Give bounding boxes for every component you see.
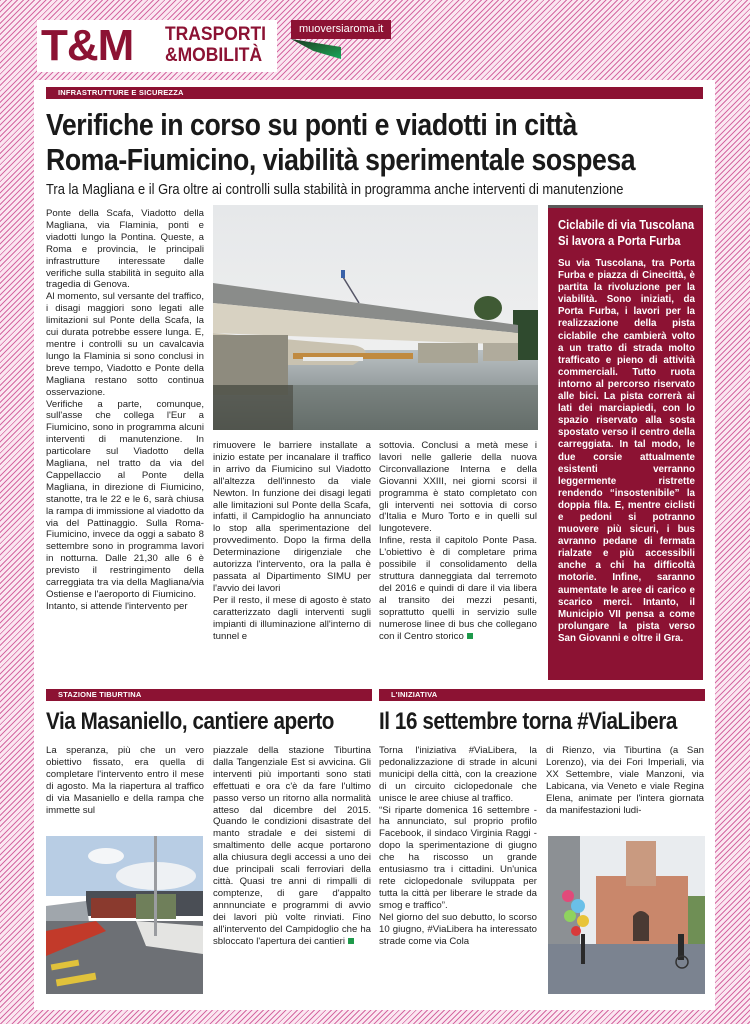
paragraph: Nel giorno del suo debutto, lo scorso 10 giugno, #ViaLibera ha interessato strade come via Cola: [379, 911, 537, 947]
end-of-article-icon: [467, 633, 473, 639]
publication-logo[interactable]: [37, 20, 277, 72]
tiburtina-column-2: [213, 745, 371, 947]
vialibera-column-1: [379, 745, 537, 947]
main-headline: [46, 107, 635, 177]
porta-pia-photo-image: [548, 836, 705, 994]
sidebar-box-tuscolana: [548, 205, 703, 680]
section-label-iniziativa: L'INIZIATIVA: [379, 689, 705, 701]
main-article-column-3: [379, 440, 537, 642]
paragraph: Al momento, sul versante del traffico, i disagi maggiori sono legati alle limitazioni sul Ponte della Scafa, la cui durata potrebbe essere lunga. E, mentre i controlli su un cavalcavia lungo la Flaminia si sono conclusi in breve tempo, Viadotto e Ponte della Magliana restano sotto continua osservazione.: [46, 291, 204, 398]
paragraph: rimuovere le barriere installate a inizio estate per incanalare il traffico in arrivo da Fiumicino sul Viadotto all'altezza dell'innesto da viale Newton. In funzione dei disagi legati alle limitazioni sul Ponte della Scafa, infatti, il Campidoglio ha annunciato lo stop alla sperimentazione del provvedimento. Dopo la firma della Determinazione dirigenziale che autorizza l'intervento, ora la palla è passata al Dipartimento SIMU per l'avvio dei lavori: [213, 440, 371, 594]
website-link[interactable]: muoversiaroma.it: [291, 20, 391, 39]
paragraph: Infine, resta il capitolo Ponte Pasa. L'obiettivo è di completare prima possibile il consolidamento della struttura danneggiata dal terremoto del 2016 e quindi di dare il via libera al transito dei mezzi pesanti, soprattutto quelli in servizio sulle numerose linee di bus che collegano con il Centro storico: [379, 535, 537, 642]
main-article-column-2: [213, 440, 371, 642]
sidebar-title: [558, 217, 695, 249]
bridge-photo: [213, 205, 538, 430]
tiburtina-headline: Via Masaniello, cantiere aperto: [46, 708, 334, 735]
tiburtina-station-photo: [46, 836, 203, 994]
vialibera-headline: Il 16 settembre torna #ViaLibera: [379, 708, 677, 735]
logo-line-2: &MOBILITÀ: [165, 45, 263, 66]
main-headline-line-2: Roma-Fiumicino, viabilità sperimentale sospesa: [46, 142, 636, 177]
paragraph: Verifiche a parte, comunque, sull'asse che collega l'Eur a Fiumicino, sono in programma alcuni interventi di manutenzione. In particolare sul Viadotto della Magliana, nel tratto da via del Cappellaccio al Ponte della Magliana, in direzione di Fiumicino, stanotte, tra le 22 e le 6, sarà chiusa la rampa di immissione al viadotto da via del Pattinaggio. Sulla Roma-Fiumicino, invece da oggi a sabato 8 settembre sono in programma lavori in notturna. Dalle 21,30 alle 6 è previsto il restringimento della carreggiata tra via della Magliana/via Ostiense e l'aeroporto di Fiumicino.: [46, 398, 204, 600]
paragraph: Intanto, si attende l'intervento per: [46, 600, 188, 612]
bridge-photo-image: [213, 205, 538, 430]
sidebar-title-line-1: Ciclabile di via Tuscolana: [558, 218, 695, 232]
ribbon-decoration: [291, 39, 341, 59]
porta-pia-photo: [548, 836, 705, 994]
logo-mark: T&M: [41, 21, 134, 70]
paragraph: Per il resto, il mese di agosto è stato caratterizzato dagli interventi sugli impianti di illuminazione all'interno di tunnel e: [213, 594, 371, 642]
tiburtina-photo-image: [46, 836, 203, 994]
paragraph: sottovia. Conclusi a metà mese i lavori nelle gallerie della nuova Circonvallazione Interna e della Giovanni XXIII, nei giorni scorsi il programma è stato completato con gli interventi nei sottovia di corso d'Italia e Muro Torto e in quelli sul lungotevere.: [379, 440, 537, 535]
main-headline-line-1: Verifiche in corso su ponti e viadotti in città: [46, 107, 577, 142]
main-article-column-1: [46, 208, 204, 613]
tiburtina-column-1: La speranza, più che un vero obiettivo fissato, era quella di completare l'intervento entro il mese di agosto. Ma la riapertura al traffico di via Masaniello e della rampa che immette sul: [46, 745, 204, 816]
paragraph: Torna l'iniziativa #ViaLibera, la pedonalizzazione di strade in alcuni municipi della città, con la creazione di un circuito ciclopedonale che unisce le aree chiuse al traffico.: [379, 745, 537, 804]
main-subtitle: Tra la Magliana e il Gra oltre ai controlli sulla stabilità in programma anche interventi di manutenzione: [46, 181, 624, 198]
section-label-infrastrutture: INFRASTRUTTURE E SICUREZZA: [46, 87, 703, 99]
end-of-article-icon: [348, 938, 354, 944]
paragraph: piazzale della stazione Tiburtina dalla Tangenziale Est si avvicina. Gli interventi più importanti sono stati effettuati e ora c'è da fare l'ultimo passo verso un ritorno alla normalità atteso dal dicembre del 2015. Quando le condizioni disastrate del manto stradale e dei sistemi di smaltimento delle acque portarono alla chiusura degli accessi a uno dei due principali scali ferroviari della città. Quasi tre anni di rimpalli di comptenze, di gare d'appalto annnunciate e programmi di avvio dei lavori più volte rinviati. Fino all'intervento del Campidoglio che ha sbloccato l'apertura dei cantieri: [213, 745, 371, 947]
paragraph: “Si riparte domenica 16 settembre - ha annunciato, sul proprio profilo Facebook, il sindaco Virginia Raggi - dopo la sperimentazione di giugno che ha riscosso un grande entusiasmo tra i cittadini. Un'unica rete ciclopedonale sviluppata per tutta la città per liberare le strade da smog e traffico”.: [379, 804, 537, 911]
paragraph: Ponte della Scafa, Viadotto della Magliana, via Flaminia, ponti e viadotti lungo la Pontina. Queste, a Roma e provincia, le principali infrastrutture interessate dalle verifiche sulla stabilità in seguito alla tragedia di Genova.: [46, 208, 204, 291]
logo-wordmark: [165, 24, 266, 66]
sidebar-title-line-2: Si lavora a Porta Furba: [558, 234, 681, 248]
sidebar-text: Su via Tuscolana, tra Porta Furba e piazza di Cinecittà, è partita la rivoluzione per la viabilità. Sono iniziati, da Porta Furba, i lavori per la realizzazione della pista ciclabile che cambierà volto a un tratto di strada molto trafficato e pieno di attività commerciali. Tutto ruota intorno al percorso riservato alle bici. La pista correrà ai lati dei marciapiedi, con lo spazio riservato alla sosta spostato verso il centro della carreggiata. In tal modo, le due corsie attualmente esistenti verranno leggermente ristrette rendendo “insostenibile” la doppia fila. E, mentre ciclisti e pedoni si potranno muovere più sicuri, i bus avranno pedane di fermata rialzate e più accessibili anche a chi ha difficoltà motorie. Infine, saranno aumentate le aree di carico e scarico merci. Intanto, il Municipio VII pensa a come prolungare la pista verso San Giovanni e oltre il Gra.: [558, 258, 695, 644]
logo-line-1: TRASPORTI: [165, 24, 266, 45]
section-label-tiburtina: STAZIONE TIBURTINA: [46, 689, 372, 701]
vialibera-column-2: di Rienzo, via Tiburtina (a San Lorenzo), via dei Fori Imperiali, via XX Settembre, viale Manzoni, via Labicana, via Veneto e viale Regina Elena, animate per l'intera giornata da manifestazioni ludi-: [546, 745, 704, 816]
